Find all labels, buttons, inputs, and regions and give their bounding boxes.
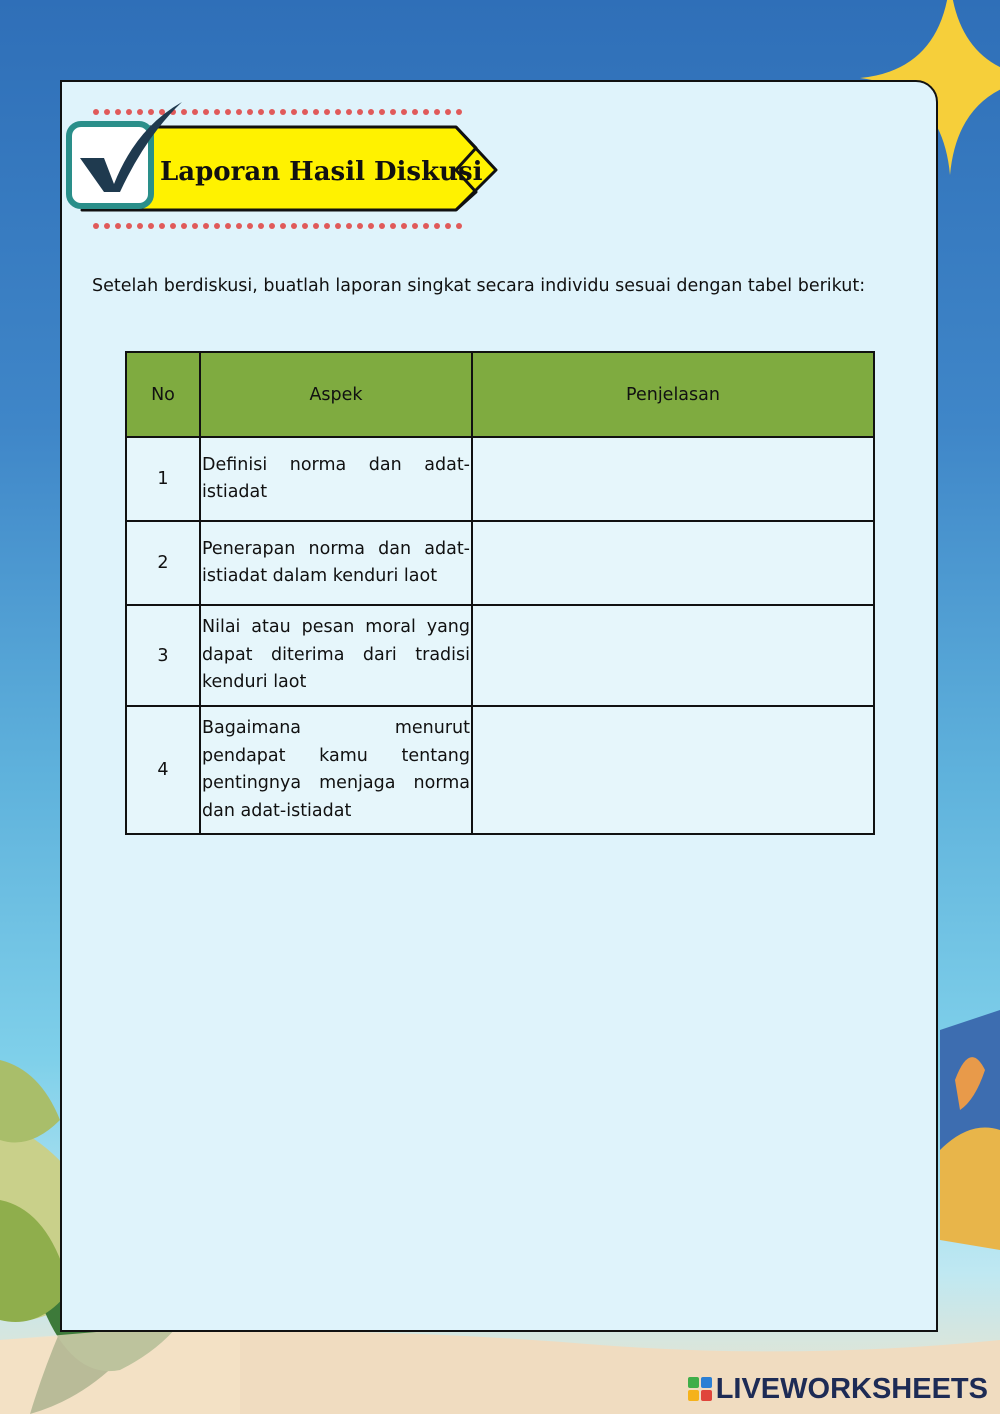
- row-number: 2: [126, 521, 200, 605]
- row-aspek: [200, 605, 472, 706]
- penjelasan-answer-cell[interactable]: [472, 437, 874, 521]
- table-row: [126, 437, 874, 521]
- row-number: 3: [126, 605, 200, 706]
- table-row: [126, 605, 874, 706]
- penjelasan-answer-cell[interactable]: [472, 521, 874, 605]
- header-penjelasan: Penjelasan: [472, 352, 874, 437]
- page-title: Laporan Hasil Diskusi: [160, 157, 483, 187]
- table-header-row: [126, 352, 874, 437]
- top-dotted-line: [93, 109, 462, 115]
- penjelasan-answer-cell[interactable]: [472, 706, 874, 834]
- row-aspek: [200, 437, 472, 521]
- table-row: [126, 706, 874, 834]
- watermark-text: LIVEWORKSHEETS: [715, 1372, 988, 1405]
- bottom-dotted-line: [93, 223, 462, 229]
- liveworksheets-watermark: [688, 1372, 988, 1406]
- row-aspek: [200, 521, 472, 605]
- report-table: [125, 351, 875, 835]
- penjelasan-answer-cell[interactable]: [472, 605, 874, 706]
- header-no: No: [126, 352, 200, 437]
- row-number: 1: [126, 437, 200, 521]
- instruction-text: Setelah berdiskusi, buatlah laporan singkat secara individu sesuai dengan tabel berikut:: [92, 276, 866, 296]
- aspek-text: Nilai atau pesan moral yang dapat diterima dari tradisi kenduri laot: [202, 617, 470, 693]
- aspek-text: Bagaimana menurut pendapat kamu tentang pentingnya menjaga norma dan adat-istiadat: [202, 718, 470, 821]
- row-number: 4: [126, 706, 200, 834]
- liveworksheets-logo-icon: [688, 1377, 712, 1401]
- aspek-text: Definisi norma dan adat-istiadat: [202, 454, 470, 502]
- table-row: [126, 521, 874, 605]
- header-aspek: Aspek: [200, 352, 472, 437]
- aspek-text: Penerapan norma dan adat-istiadat dalam kenduri laot: [202, 538, 470, 586]
- row-aspek: [200, 706, 472, 834]
